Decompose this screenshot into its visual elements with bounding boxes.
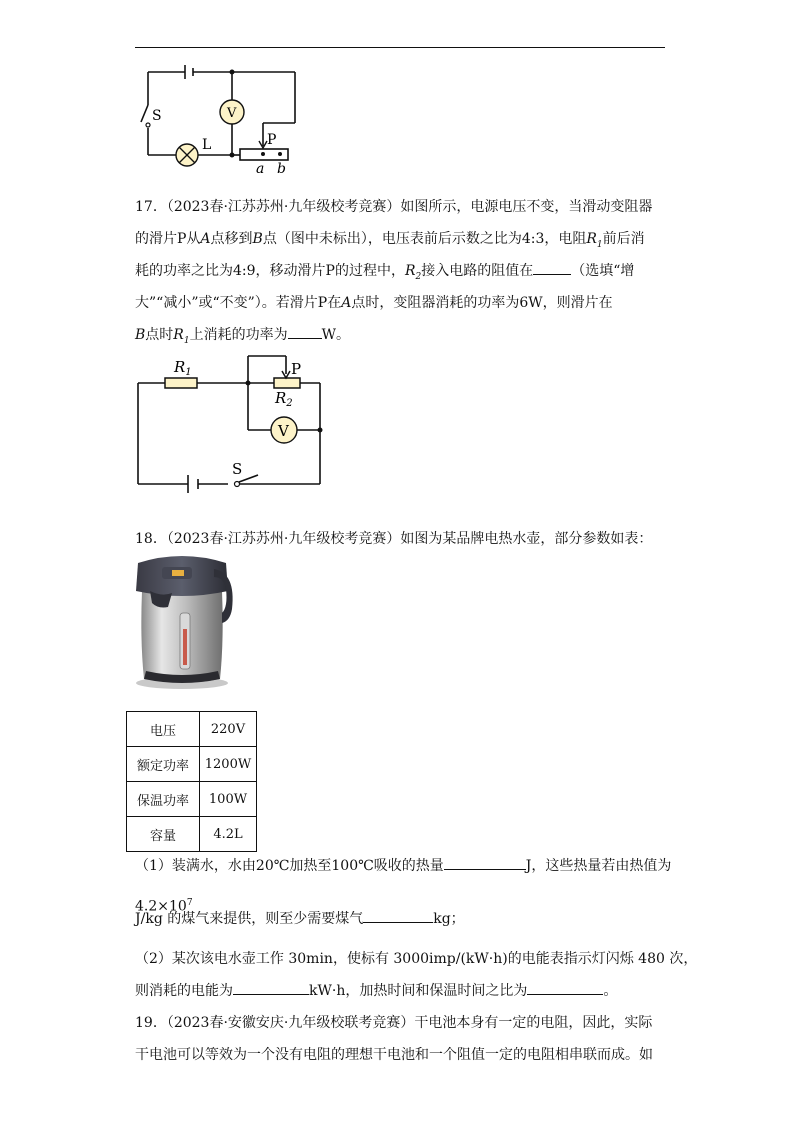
table-row: 电压 220V <box>127 712 257 747</box>
answer-blank[interactable] <box>444 855 526 870</box>
switch-label: S <box>152 108 162 124</box>
q18-part2-line-1: （2）某次该电水壶工作 30min，使标有 3000imp/(kW·h)的电能表指示灯闪烁 480 次， <box>135 951 698 967</box>
answer-blank[interactable] <box>288 324 322 339</box>
q19-line-1: 19．（2023春·安徽安庆·九年级校联考竞赛）干电池本身有一定的电阻，因此，实际 <box>135 1015 653 1031</box>
answer-blank[interactable] <box>527 980 603 995</box>
q18-part2-line-2: 则消耗的电能为 kW·h，加热时间和保温时间之比为 。 <box>135 980 617 1002</box>
slider-label: P <box>267 132 277 148</box>
q17-line-2: 的滑片P从A点移到B点（图中未标出），电压表前后示数之比为4:3，电阻$R_1$前后消 <box>135 231 645 250</box>
answer-blank[interactable] <box>233 980 309 995</box>
q18-part1-line-1: （1）装满水，水由20℃加热至100℃吸收的热量 J，这些热量若由热值为 <box>135 855 671 877</box>
q19-line-2: 干电池可以等效为一个没有电阻的理想干电池和一个阻值一定的电阻相串联而成。如 <box>135 1047 653 1063</box>
question-source: （2023春·江苏苏州·九年级校考竞赛） <box>166 199 401 215</box>
header-rule <box>135 47 665 48</box>
table-row: 保温功率 100W <box>127 782 257 817</box>
voltmeter-label: V <box>278 422 289 440</box>
spec-table <box>126 711 257 852</box>
answer-blank[interactable] <box>363 908 433 923</box>
answer-blank[interactable] <box>533 260 571 275</box>
q17-line-1: 17．（2023春·江苏苏州·九年级校考竞赛）如图所示，电源电压不变，当滑动变阻器 <box>135 199 653 215</box>
table-row: 额定功率 1200W <box>127 747 257 782</box>
r2-label: $R_2$ <box>275 389 293 409</box>
end-b-label: b <box>277 161 286 177</box>
slider-label: P <box>291 360 302 378</box>
circuit-diagram-16 <box>130 60 305 180</box>
circuit-diagram-17 <box>130 350 330 500</box>
heat-value: $4.2\times 10^7$ <box>135 898 193 915</box>
lamp-label: L <box>202 137 212 153</box>
table-row: 容量 4.2L <box>127 817 257 852</box>
question-source: （2023春·江苏苏州·九年级校考竞赛） <box>166 531 401 547</box>
q17-line-4: 大”“减小”或“不变”）。若滑片P在A点时，变阻器消耗的功率为6W，则滑片在 <box>135 295 613 311</box>
switch-label: S <box>232 460 243 478</box>
question-source: （2023春·安徽安庆·九年级校联考竞赛） <box>166 1015 415 1031</box>
end-a-label: a <box>256 161 265 177</box>
question-number: 19． <box>135 1015 167 1031</box>
voltmeter-label: V <box>227 106 237 121</box>
question-number: 18． <box>135 531 167 547</box>
q18-part1-line-2: J/kg 的煤气来提供，则至少需要煤气 kg； <box>135 908 465 930</box>
electric-kettle-photo <box>132 551 236 691</box>
q17-line-3: 耗的功率之比为4:9，移动滑片P的过程中，$R_2$接入电路的阻值在 （选填“增 <box>135 260 634 288</box>
r1-label: $R_1$ <box>174 358 192 378</box>
q18-line-1: 18．（2023春·江苏苏州·九年级校考竞赛）如图为某品牌电热水壶，部分参数如表： <box>135 531 653 547</box>
question-number: 17． <box>135 199 167 215</box>
q17-line-5: B点时$R_1$上消耗的功率为 W。 <box>135 324 350 352</box>
